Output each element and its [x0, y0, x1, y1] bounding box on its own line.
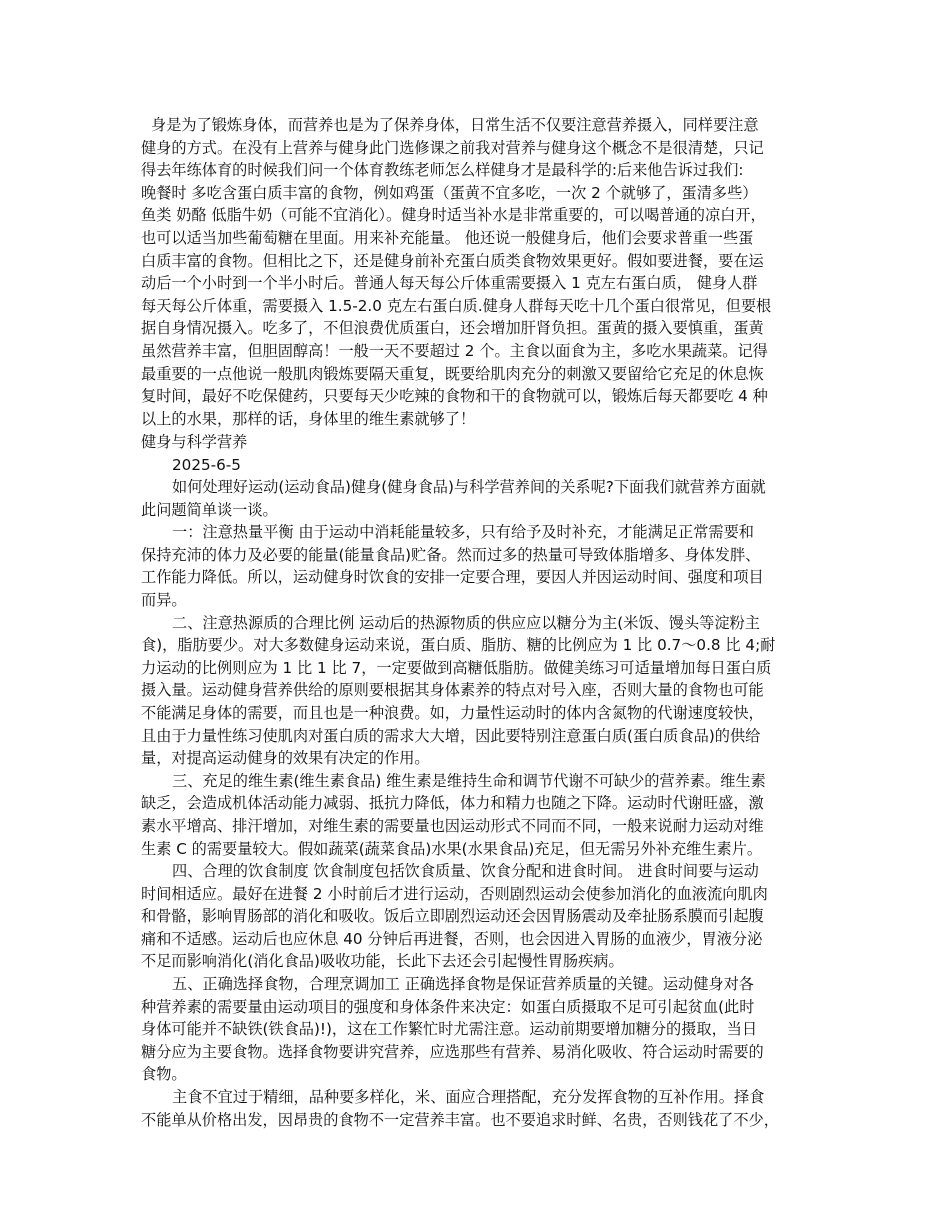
- text-line: 健身的方式。在没有上营养与健身此门选修课之前我对营养与健身这个概念不是很清楚，只记: [141, 138, 764, 157]
- article-paragraph: [141, 612, 821, 770]
- text-line: 工作能力降低。所以，运动健身时饮食的安排一定要合理，要因人并因运动时间、强度和项目: [141, 568, 764, 587]
- text-line: 身是为了锻炼身体，而营养也是为了保养身体，日常生活不仅要注意营养摄入，同样要注意: [151, 116, 759, 134]
- article-paragraph: [141, 860, 821, 973]
- text-line: 也可以适当加些葡萄糖在里面。用来补充能量。 他还说一般健身后，他们会要求普重一些蛋: [141, 228, 754, 247]
- article-body: [141, 476, 821, 1131]
- article-paragraph: [141, 476, 821, 521]
- article-paragraph: [141, 1086, 821, 1131]
- article-paragraph: [141, 521, 821, 611]
- text-line: 不能满足身体的需要，而且也是一种浪费。如，力量性运动时的体内含氮物的代谢速度较快，: [141, 703, 764, 722]
- text-line: 如何处理好运动(运动食品)健身(健身食品)与科学营养间的关系呢?下面我们就营养方面就: [172, 478, 766, 496]
- text-line: 每天每公斤体重，需要摄入 1.5-2.0 克左右蛋白质.健身人群每天吃十几个蛋白很常见，但要根: [141, 296, 772, 315]
- text-line: 生素 C 的需要量较大。假如蔬菜(蔬菜食品)水果(水果食品)充足，但无需另外补充维生素片。: [141, 839, 763, 858]
- text-line: 主食不宜过于精细，品种要多样化，米、面应合理搭配，充分发挥食物的互补作用。择食: [172, 1088, 765, 1107]
- text-line: 保持充沛的体力及必要的能量(能量食品)贮备。然而过多的热量可导致体脂增多、身体发胖、: [141, 545, 761, 564]
- text-line: 身体可能并不缺铁(铁食品)!)，这在工作繁忙时尤需注意。运动前期要增加糖分的摄取，当日: [141, 1020, 758, 1039]
- intro-paragraph: [141, 114, 821, 430]
- text-line: 时间相适应。最好在进餐 2 小时前后才进行运动，否则剧烈运动会使参加消化的血液流向肌肉: [141, 884, 768, 903]
- text-line: 一：注意热量平衡 由于运动中消耗能量较多，只有给予及时补充，才能满足正常需要和: [172, 523, 754, 542]
- text-line: 糖分应为主要食物。选择食物要讲究营养，应选那些有营养、易消化吸收、符合运动时需要的: [141, 1042, 764, 1061]
- article-paragraph: [141, 973, 821, 1086]
- text-line: 四、合理的饮食制度 饮食制度包括饮食质量、饮食分配和进食时间。 进食时间要与运动: [172, 862, 759, 881]
- text-line: 晚餐时 多吃含蛋白质丰富的食物，例如鸡蛋（蛋黄不宜多吃，一次 2 个就够了，蛋清多些）: [141, 183, 758, 202]
- text-line: 动后一个小时到一个半小时后。普通人每天每公斤体重需要摄入 1 克左右蛋白质， 健身人群: [141, 274, 758, 293]
- text-line: 以上的水果，那样的话，身体里的维生素就够了！: [141, 409, 476, 428]
- text-line: 复时间，最好不吃保健药，只要每天少吃辣的食物和干的食物就可以，锻炼后每天都要吃 4 种: [141, 387, 768, 406]
- text-line: 虽然营养丰富，但胆固醇高！一般一天不要超过 2 个。主食以面食为主，多吃水果蔬菜。记得: [141, 341, 768, 360]
- text-line: 鱼类 奶酪 低脂牛奶（可能不宜消化）。健身时适当补水是非常重要的，可以喝普通的凉白开，: [141, 206, 766, 225]
- text-line: 摄入量。运动健身营养供给的原则要根据其身体素养的特点对号入座，否则大量的食物也可能: [141, 681, 764, 700]
- article-title: 健身与科学营养: [141, 433, 248, 451]
- text-line: 不足而影响消化(消化食品)吸收功能，长此下去还会引起慢性胃肠疾病。: [141, 952, 624, 971]
- text-line: 五、正确选择食物，合理烹调加工 正确选择食物是保证营养质量的关键。运动健身对各: [172, 975, 754, 994]
- text-line: 三、充足的维生素(维生素食品) 维生素是维持生命和调节代谢不可缺少的营养素。维生素: [172, 771, 766, 790]
- text-line: 素水平增高、排汗增加，对维生素的需要量也因运动形式不同而不同，一般来说耐力运动对维: [141, 816, 764, 835]
- text-line: 而异。: [141, 590, 187, 609]
- text-line: 食物。: [141, 1065, 187, 1084]
- text-line: 最重要的一点他说一般肌肉锻炼要隔天重复，既要给肌肉充分的刺激又要留给它充足的休息恢: [141, 364, 764, 383]
- text-line: 得去年练体育的时候我们问一个体育教练老师怎么样健身才是最科学的:后来他告诉过我们:: [141, 161, 744, 180]
- text-line: 不能单从价格出发，因昂贵的食物不一定营养丰富。也不要追求时鲜、名贵，否则钱花了不少，: [141, 1110, 779, 1129]
- text-line: 食)，脂肪要少。对大多数健身运动来说，蛋白质、脂肪、糖的比例应为 1 比 0.7～0.8 比 4;耐: [141, 636, 776, 655]
- text-line: 据自身情况摄入。吃多了，不但浪费优质蛋白，还会增加肝肾负担。蛋黄的摄入要慎重，蛋黄: [141, 319, 764, 338]
- text-line: 缺乏，会造成机体活动能力减弱、抵抗力降低，体力和精力也随之下降。运动时代谢旺盛，激: [141, 794, 764, 813]
- article-paragraph: [141, 770, 821, 860]
- text-line: 白质丰富的食物。但相比之下，还是健身前补充蛋白质类食物效果更好。假如要进餐，要在运: [141, 251, 764, 270]
- text-line: 且由于力量性练习使肌肉对蛋白质的需求大大增，因此要特别注意蛋白质(蛋白质食品)的供给: [141, 726, 761, 745]
- text-line: 痛和不适感。运动后也应休息 40 分钟后再进餐，否则，也会因进入胃肠的血液少，胃液分泌: [141, 929, 763, 948]
- article-date: 2025-6-5: [172, 456, 241, 474]
- text-line: 量，对提高运动健身的效果有决定的作用。: [141, 749, 430, 768]
- text-line: 力运动的比例则应为 1 比 1 比 7，一定要做到高糖低脂肪。做健美练习可适量增加每日蛋白质: [141, 658, 772, 677]
- text-line: 和骨骼，影响胃肠部的消化和吸收。饭后立即剧烈运动还会因胃肠震动及牵扯肠系膜而引起腹: [141, 907, 764, 926]
- text-line: 二、注意热源质的合理比例 运动后的热源物质的供应应以糖分为主(米饭、馒头等淀粉主: [172, 613, 760, 632]
- text-line: 种营养素的需要量由运动项目的强度和身体条件来决定：如蛋白质摄取不足可引起贫血(此时: [141, 997, 755, 1016]
- text-line: 此问题简单谈一谈。: [141, 500, 278, 519]
